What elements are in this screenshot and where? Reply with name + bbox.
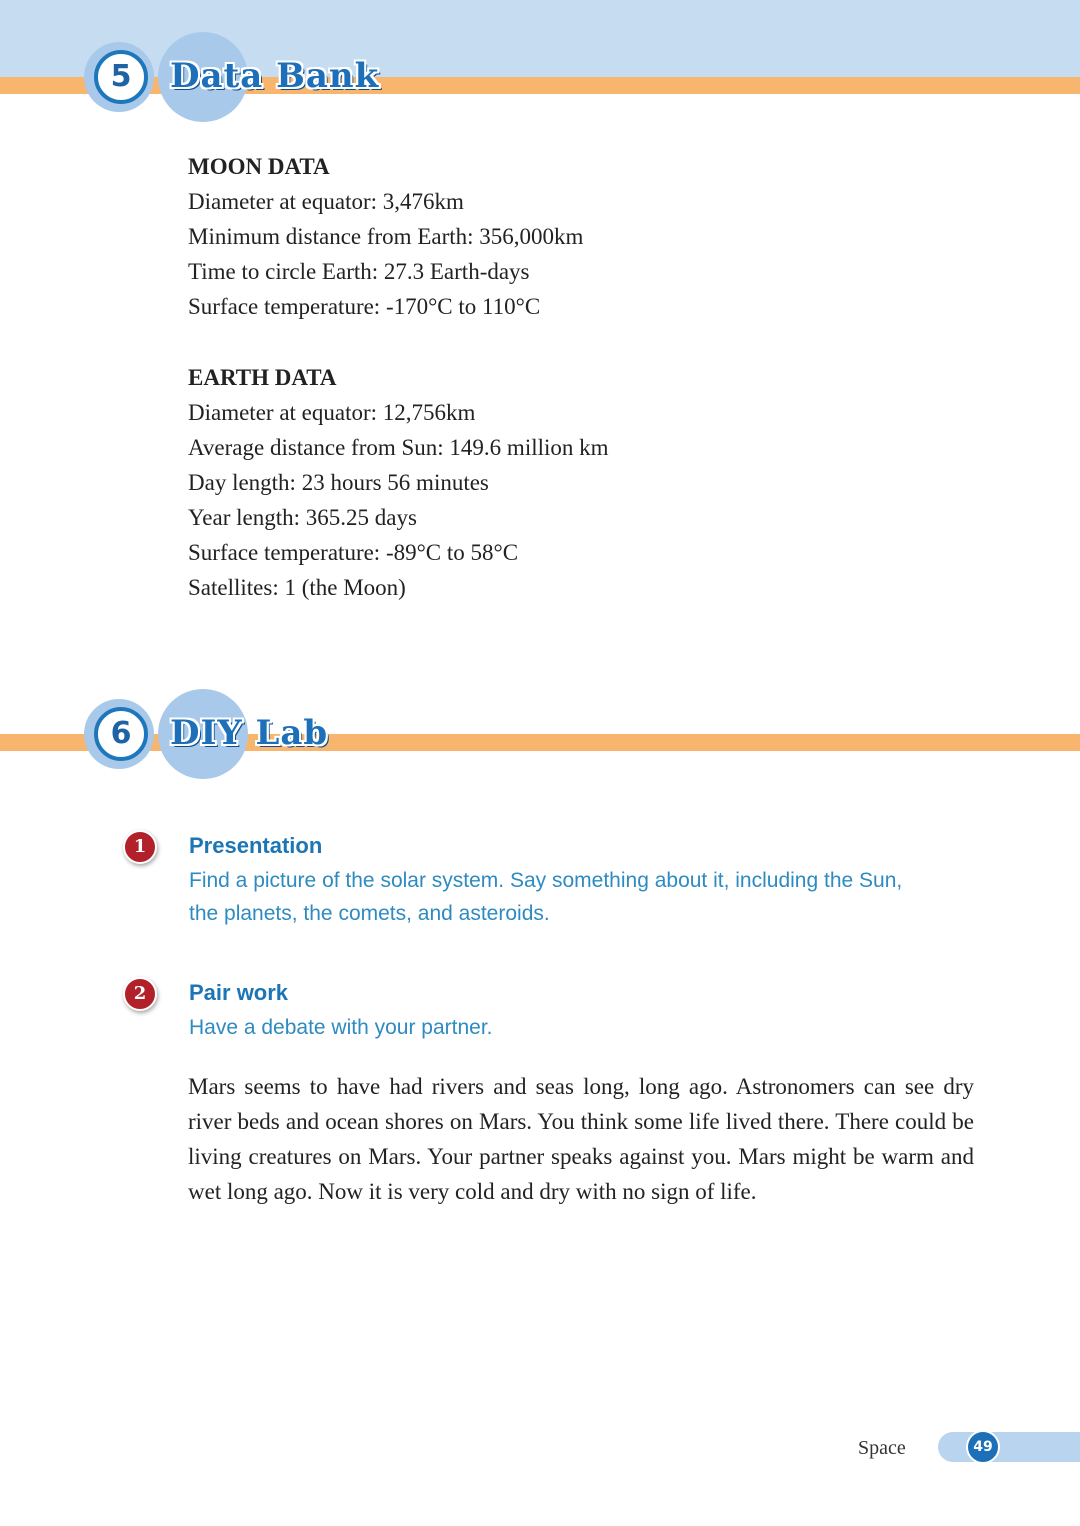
page-number: 49 [966, 1430, 1000, 1464]
task-number-badge: 1 [123, 830, 157, 864]
debate-paragraph: Mars seems to have had rivers and seas long, long ago. Astronomers can see dry river beds and ocean shores on Mars. You think some life lived there. There could be living creatures on Mars. Your partner speaks against you. Mars might be warm and wet long ago. Now it is very cold and dry with no sign of life. [188, 1074, 974, 1204]
section-title-data-bank: Data Bank [170, 56, 380, 96]
footer-unit-label: Space [858, 1437, 906, 1459]
earth-data-line: Surface temperature: -89°C to 58°C [188, 540, 519, 565]
task-instruction-line: Have a debate with your partner. [189, 1016, 493, 1039]
task-title-presentation: Presentation [189, 833, 323, 858]
earth-data-line: Satellites: 1 (the Moon) [188, 575, 406, 600]
moon-data-block [188, 149, 888, 324]
task-instruction-line: Find a picture of the solar system. Say something about it, including the Sun, [189, 869, 903, 892]
moon-data-line: Surface temperature: -170°C to 110°C [188, 294, 541, 319]
earth-data-line: Diameter at equator: 12,756km [188, 400, 476, 425]
task-instruction-line: the planets, the comets, and asteroids. [189, 902, 550, 925]
earth-data-line: Day length: 23 hours 56 minutes [188, 470, 489, 495]
earth-data-line: Year length: 365.25 days [188, 505, 417, 530]
section-title-diy-lab: DIY Lab [170, 713, 329, 753]
earth-data-heading: EARTH DATA [188, 365, 337, 390]
section-number-badge: 6 [94, 707, 148, 761]
task-number-badge: 2 [123, 977, 157, 1011]
task-instructions [189, 1011, 989, 1044]
task-instructions [189, 864, 989, 930]
moon-data-line: Minimum distance from Earth: 356,000km [188, 224, 584, 249]
earth-data-block [188, 360, 888, 605]
earth-data-line: Average distance from Sun: 149.6 million km [188, 435, 609, 460]
moon-data-heading: MOON DATA [188, 154, 330, 179]
task-title-pair-work: Pair work [189, 980, 289, 1005]
section-number-badge: 5 [94, 50, 148, 104]
moon-data-line: Diameter at equator: 3,476km [188, 189, 464, 214]
footer-tab [938, 1432, 1080, 1462]
moon-data-line: Time to circle Earth: 27.3 Earth-days [188, 259, 530, 284]
